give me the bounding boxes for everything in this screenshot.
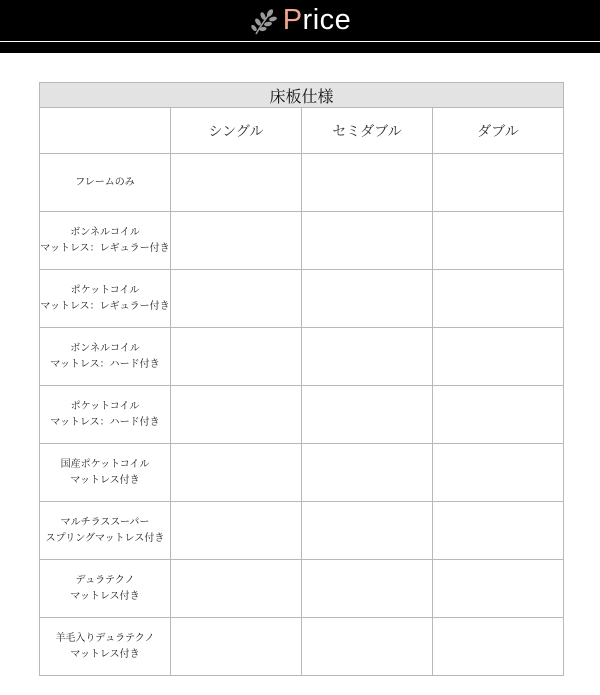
row-label <box>40 328 171 386</box>
row-label <box>40 270 171 328</box>
price-cell <box>433 386 564 444</box>
caption-row <box>40 83 564 108</box>
row-label <box>40 386 171 444</box>
row-label-line: ポケットコイル <box>70 284 140 296</box>
row-label-line: マットレス付き <box>70 648 140 660</box>
table-row <box>40 444 564 502</box>
price-cell <box>302 154 433 212</box>
column-header-single: シングル <box>171 108 302 154</box>
table-row <box>40 502 564 560</box>
table-row <box>40 328 564 386</box>
price-cell <box>433 270 564 328</box>
row-label-line: スプリングマットレス付き <box>45 532 165 544</box>
price-cell <box>171 328 302 386</box>
row-label-line: マットレス付き <box>70 590 140 602</box>
price-cell <box>302 560 433 618</box>
row-label <box>40 618 171 676</box>
price-cell <box>171 444 302 502</box>
price-cell <box>433 444 564 502</box>
price-cell <box>302 212 433 270</box>
row-label-line: マットレス：レギュラー付き <box>40 300 170 312</box>
price-cell <box>302 618 433 676</box>
row-label-line: ボンネルコイル <box>70 226 140 238</box>
row-label <box>40 502 171 560</box>
table-row <box>40 154 564 212</box>
price-cell <box>171 502 302 560</box>
price-title-first-letter: P <box>282 4 303 36</box>
price-table <box>39 82 564 676</box>
column-header-semi-double: セミダブル <box>302 108 433 154</box>
row-label-line: マットレス：ハード付き <box>50 358 160 370</box>
row-label <box>40 212 171 270</box>
table-row <box>40 212 564 270</box>
table-body <box>40 154 564 676</box>
price-cell <box>433 154 564 212</box>
leaf-sprig-icon <box>249 7 279 37</box>
price-cell <box>433 618 564 676</box>
price-header <box>0 0 600 53</box>
price-cell <box>302 270 433 328</box>
row-label-line: マットレス：ハード付き <box>50 416 160 428</box>
row-label <box>40 154 171 212</box>
table-row <box>40 560 564 618</box>
row-label-line: ボンネルコイル <box>70 342 140 354</box>
price-cell <box>302 386 433 444</box>
row-label-line: ポケットコイル <box>70 400 140 412</box>
price-cell <box>302 502 433 560</box>
price-title <box>0 0 600 41</box>
price-title-text <box>283 6 352 35</box>
row-label-line: マットレス付き <box>70 474 140 486</box>
row-label-line: 国産ポケットコイル <box>60 458 150 470</box>
row-label-line: デュラテクノ <box>75 574 135 586</box>
spec-table-container <box>39 82 563 676</box>
row-label-line: フレームのみ <box>75 176 135 188</box>
price-cell <box>302 444 433 502</box>
corner-cell <box>40 108 171 154</box>
column-header-row <box>40 108 564 154</box>
header-rule <box>0 41 600 42</box>
table-row <box>40 618 564 676</box>
price-title-rest: rice <box>302 4 352 36</box>
price-cell <box>433 502 564 560</box>
price-cell <box>171 560 302 618</box>
column-header-double: ダブル <box>433 108 564 154</box>
row-label <box>40 444 171 502</box>
row-label-line: マットレス：レギュラー付き <box>40 242 170 254</box>
price-cell <box>171 386 302 444</box>
price-cell <box>171 154 302 212</box>
price-cell <box>171 618 302 676</box>
row-label-line: マルチラススーパー <box>60 516 150 528</box>
row-label-line: 羊毛入りデュラテクノ <box>55 632 155 644</box>
table-row <box>40 270 564 328</box>
row-label <box>40 560 171 618</box>
price-cell <box>433 560 564 618</box>
price-cell <box>302 328 433 386</box>
price-cell <box>171 270 302 328</box>
price-cell <box>433 328 564 386</box>
price-cell <box>171 212 302 270</box>
table-row <box>40 386 564 444</box>
price-cell <box>433 212 564 270</box>
table-caption: 床板仕様 <box>40 83 564 108</box>
